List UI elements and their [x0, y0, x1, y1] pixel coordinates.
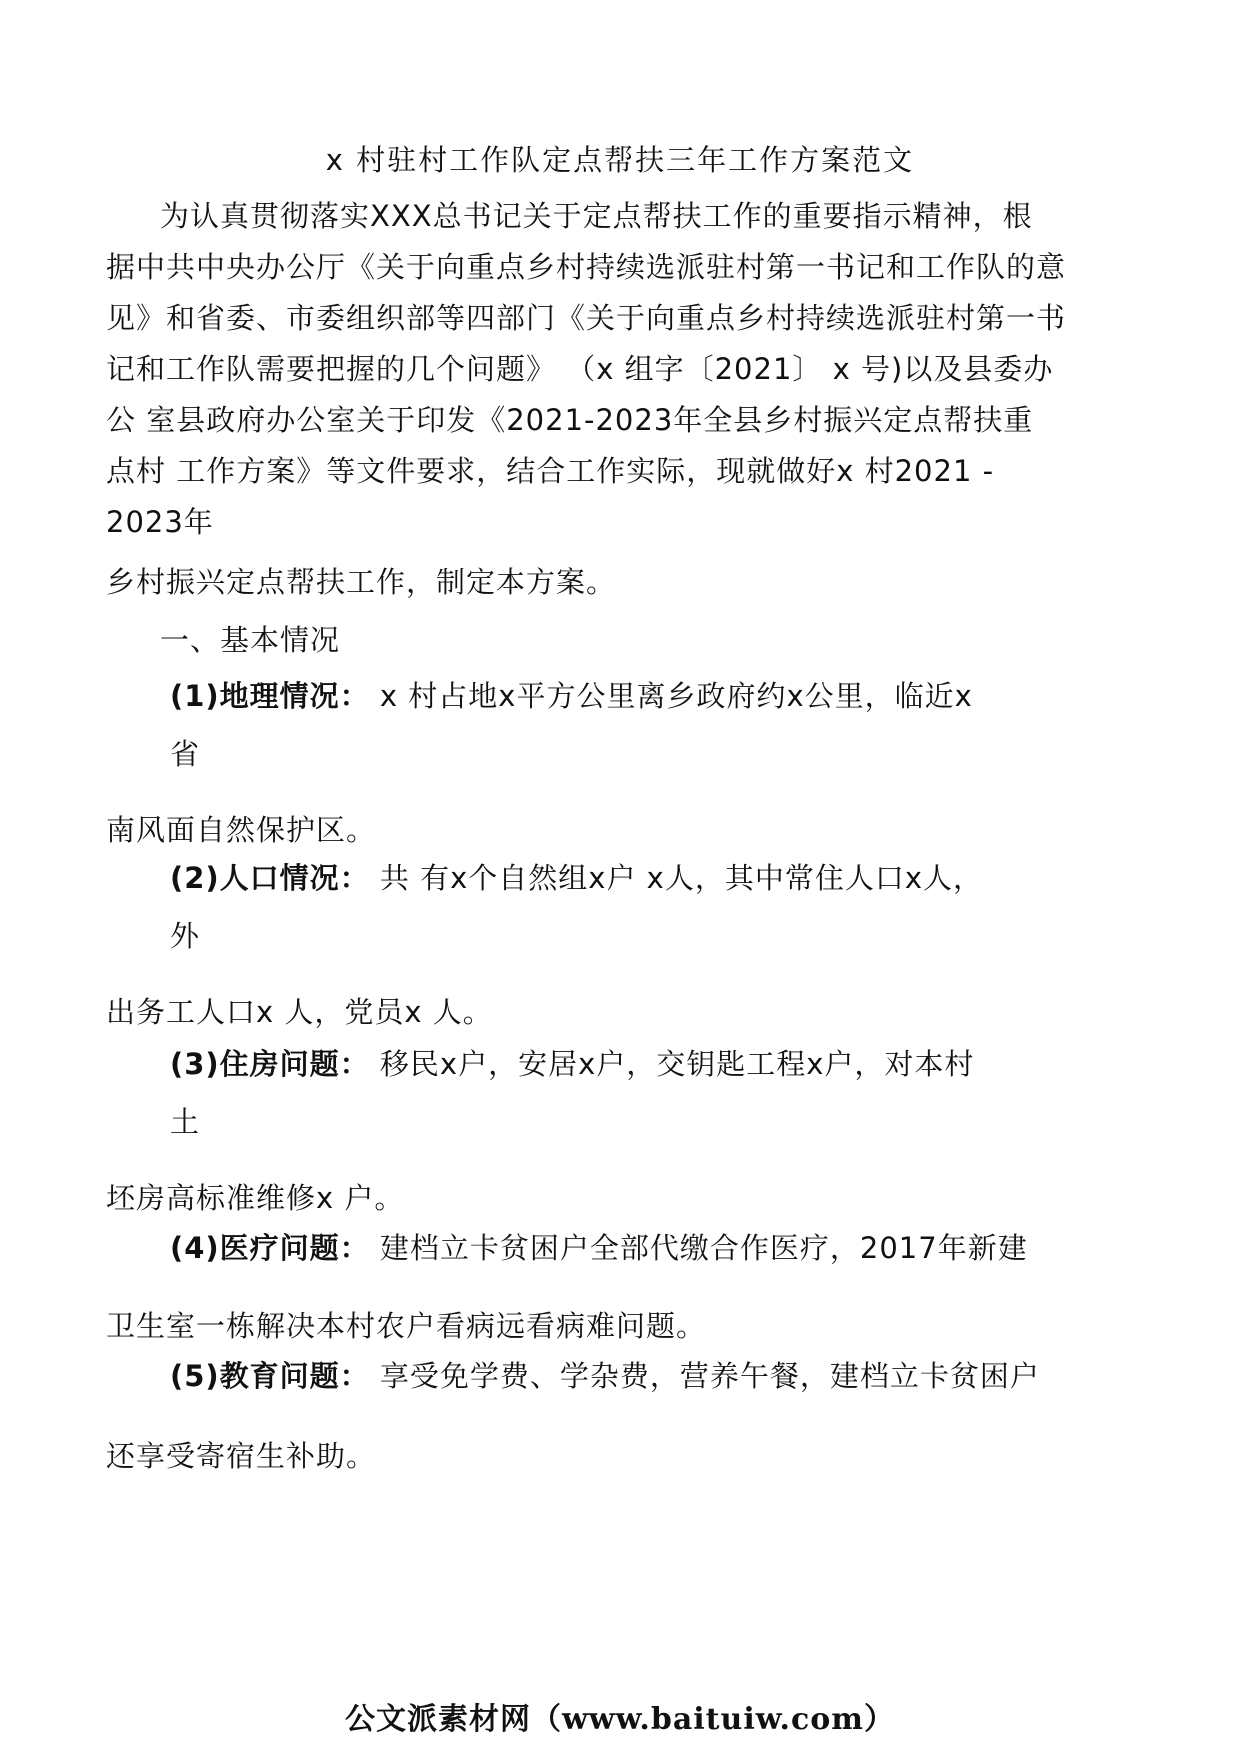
- item-text: 享受免学费、学杂费，营养午餐，建档立卡贫困户: [369, 1359, 1040, 1393]
- item-continuation: 卫生室一栋解决本村农户看病远看病难问题。: [106, 1309, 707, 1343]
- document-title: x 村驻村工作队定点帮扶三年工作方案范文: [325, 143, 915, 177]
- item-label: (2)人口情况：: [170, 861, 370, 895]
- item-medical: [170, 1228, 1028, 1268]
- item-label: (1)地理情况：: [170, 679, 370, 713]
- item-education: [170, 1356, 1040, 1396]
- footer-watermark: 公文派素材网（www.baituiw.com）: [344, 1702, 896, 1737]
- item-label: (4)医疗问题：: [170, 1231, 370, 1265]
- item-continuation: 还享受寄宿生补助。: [106, 1439, 377, 1473]
- intro-line-end: 乡村振兴定点帮扶工作，制定本方案。: [106, 565, 617, 599]
- intro-line-3: 见》和省委、市委组织部等四部门《关于向重点乡村持续选派驻村第一书: [106, 301, 1067, 335]
- item-text: 移民x户，安居x户，交钥匙工程x户，对本村: [369, 1047, 975, 1081]
- item-continuation: 坯房高标准维修x 户。: [106, 1181, 405, 1215]
- intro-line-1: 为认真贯彻落实XXX总书记关于定点帮扶工作的重要指示精神，根: [160, 199, 1033, 233]
- intro-line-5: 公 室县政府办公室关于印发《2021-2023年全县乡村振兴定点帮扶重: [106, 403, 1034, 437]
- item-geography: [170, 676, 973, 716]
- item-continuation: 出务工人口x 人，党员x 人。: [106, 995, 493, 1029]
- item-wrap: 外: [170, 919, 201, 953]
- intro-line-6: 点村 工作方案》等文件要求，结合工作实际，现就做好x 村2021 -: [106, 454, 995, 488]
- item-continuation: 南风面自然保护区。: [106, 813, 377, 847]
- item-population: [170, 858, 983, 898]
- item-wrap: 省: [170, 737, 201, 771]
- item-label: (3)住房问题：: [170, 1047, 370, 1081]
- item-text: x 村占地x平方公里离乡政府约x公里，临近x: [369, 679, 973, 713]
- item-text: 建档立卡贫困户全部代缴合作医疗，2017年新建: [369, 1231, 1028, 1265]
- intro-line-4: 记和工作队需要把握的几个问题》 （x 组字〔2021〕 x 号)以及县委办: [106, 352, 1054, 386]
- intro-line-2: 据中共中央办公厅《关于向重点乡村持续选派驻村第一书记和工作队的意: [106, 250, 1067, 284]
- item-text: 共 有x个自然组x户 x人，其中常住人口x人，: [369, 861, 983, 895]
- section-heading-basic-info: 一、基本情况: [160, 623, 341, 657]
- item-label: (5)教育问题：: [170, 1359, 370, 1393]
- intro-line-7: 2023年: [106, 505, 214, 539]
- item-housing: [170, 1044, 974, 1084]
- item-wrap: 土: [170, 1105, 201, 1139]
